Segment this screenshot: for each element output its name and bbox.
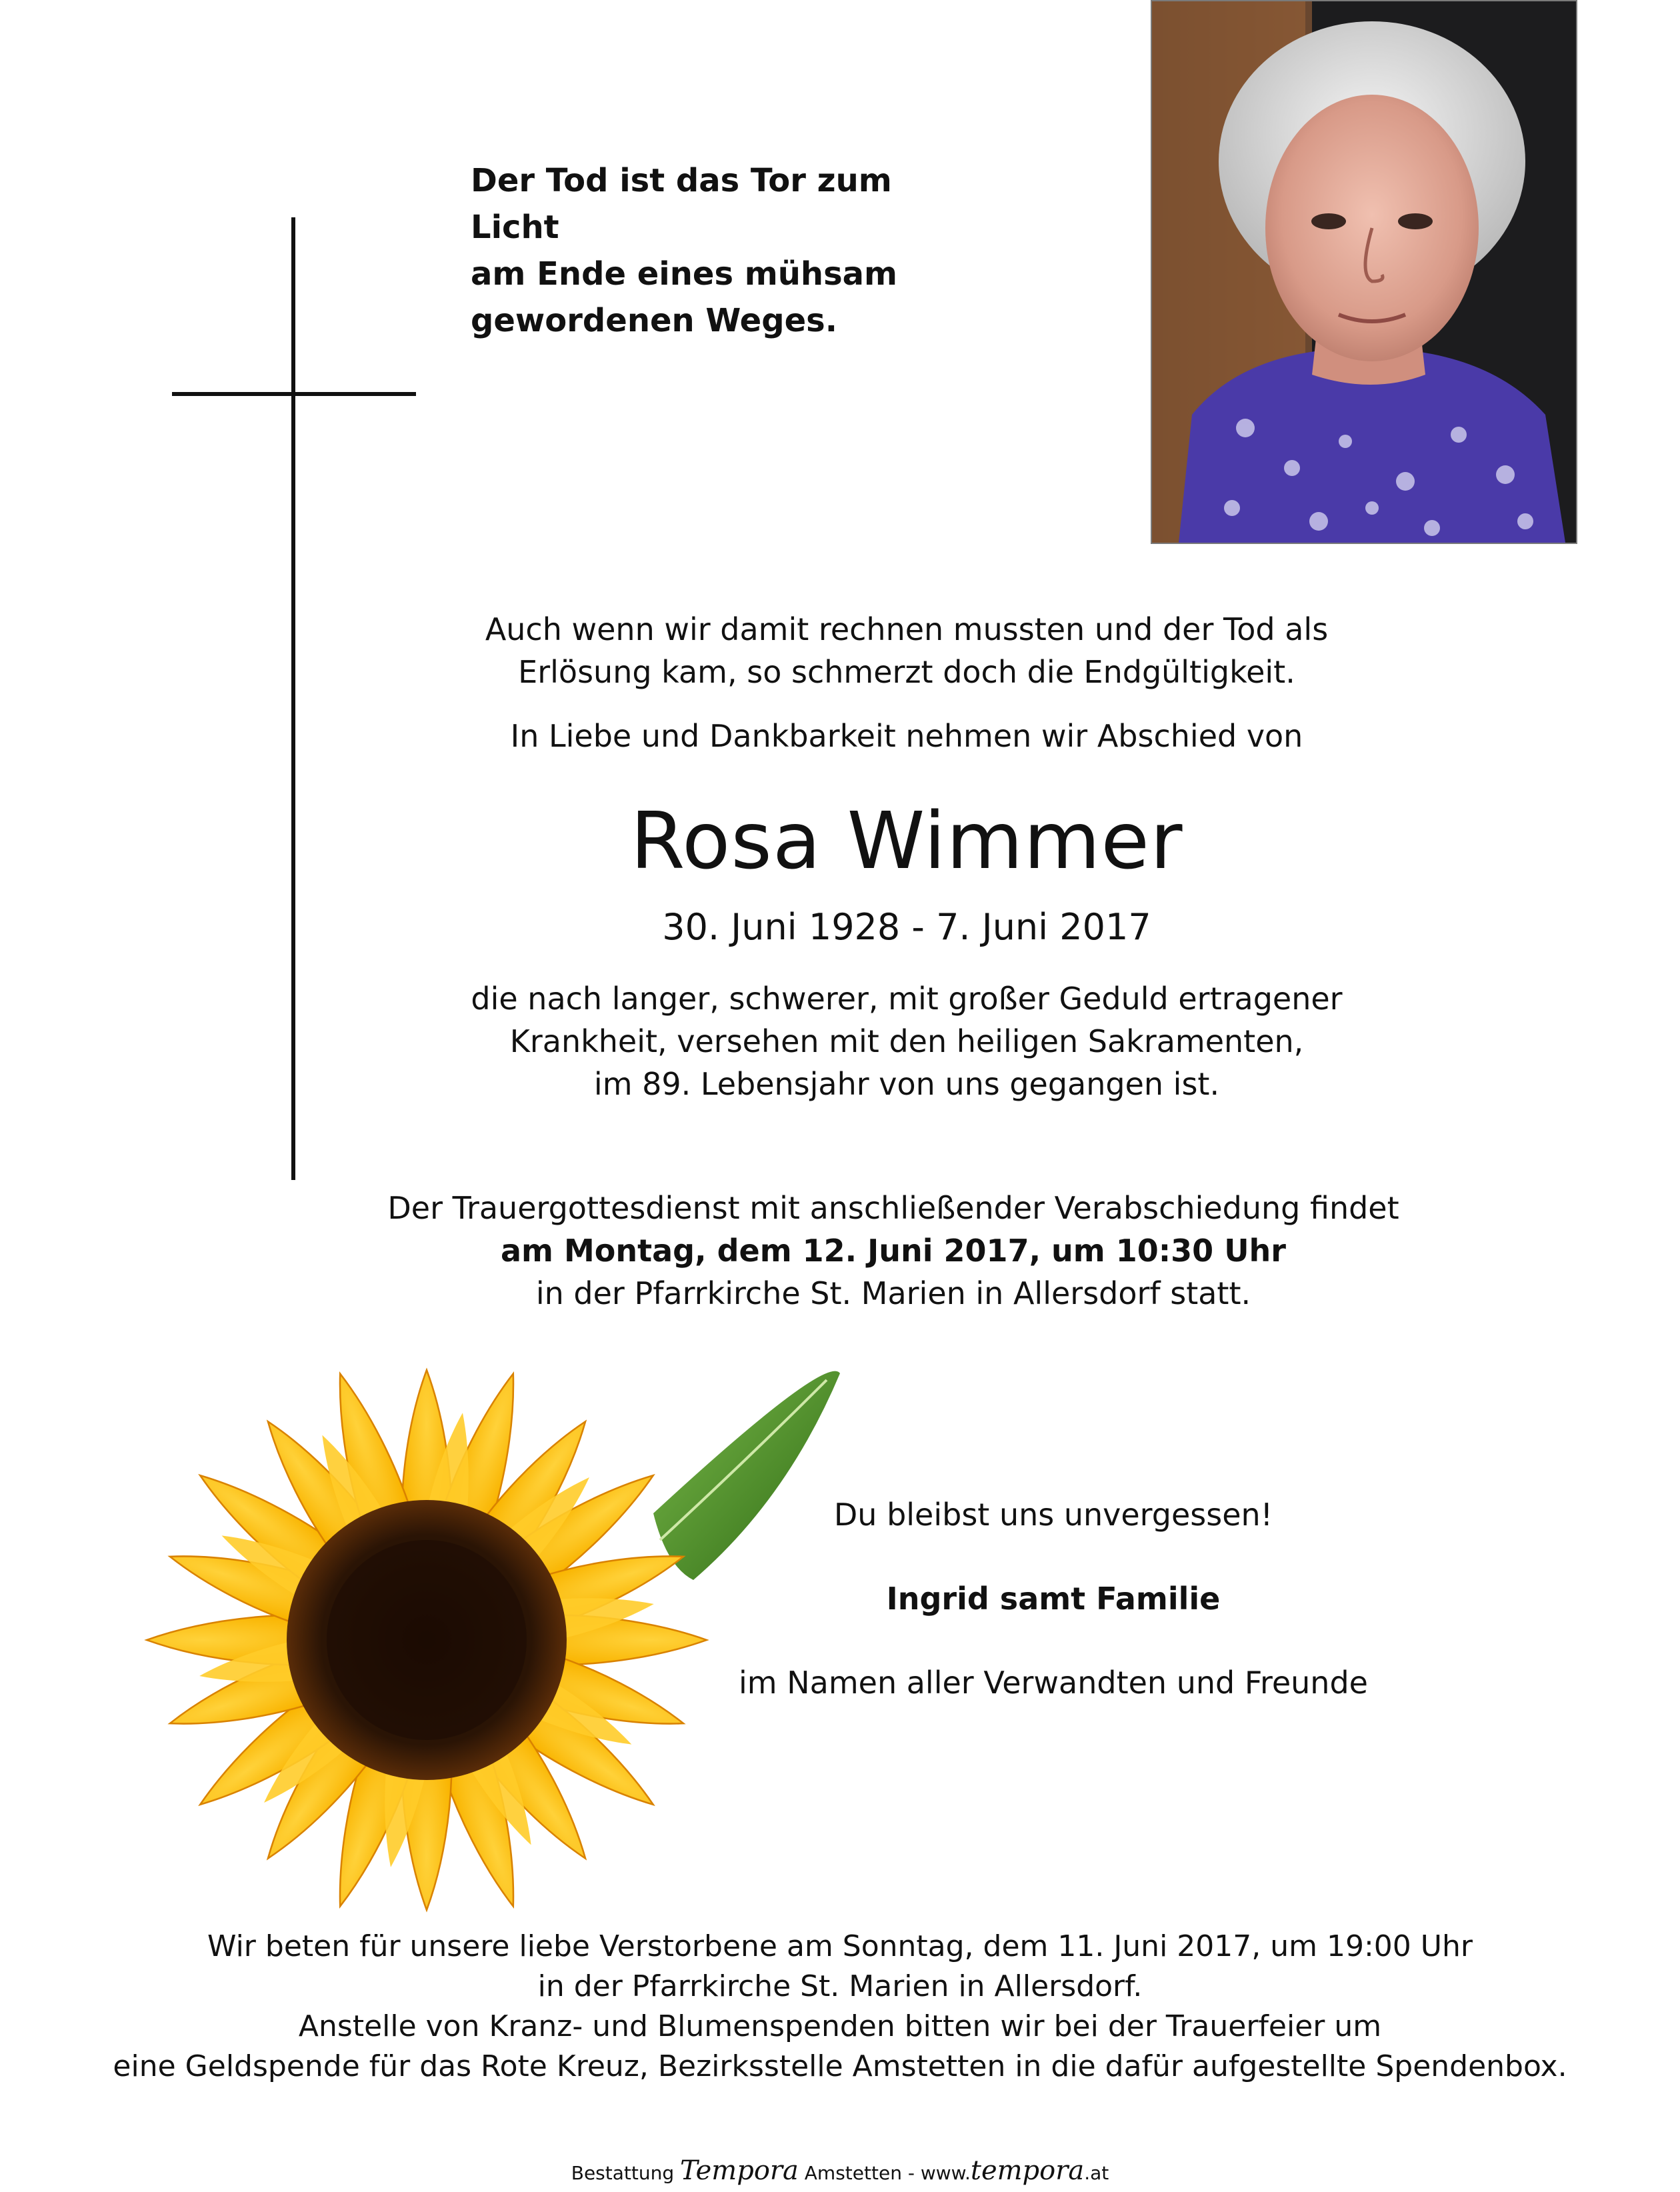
farewell-text: In Liebe und Dankbarkeit nehmen wir Abschied von xyxy=(510,718,1303,754)
prayer-line: in der Pfarrkirche St. Marien in Allersdorf. xyxy=(537,1969,1143,2003)
footer-suffix: .at xyxy=(1084,2162,1109,2184)
prayer-notice xyxy=(80,1927,1600,2087)
motto-line: gewordenen Weges. xyxy=(471,302,837,339)
portrait-photo-icon xyxy=(1152,1,1576,543)
motto-line: am Ende eines mühsam xyxy=(471,255,898,293)
portrait-photo xyxy=(1151,0,1577,544)
life-dates: 30. Juni 1928 - 7. Juni 2017 xyxy=(662,906,1151,948)
cross-vertical-bar xyxy=(291,217,295,1180)
intro-text xyxy=(387,608,1427,693)
remembrance-line: Du bleibst uns unvergessen! xyxy=(833,1497,1273,1533)
intro-line: Auch wenn wir damit rechnen mussten und der Tod als xyxy=(485,611,1329,647)
description-line: im 89. Lebensjahr von uns gegangen ist. xyxy=(593,1066,1220,1102)
motto-line: Der Tod ist das Tor zum Licht xyxy=(471,162,892,246)
description-line: die nach langer, schwerer, mit großer Geduld ertragener xyxy=(471,981,1343,1017)
cross-horizontal-bar xyxy=(172,392,416,396)
footer-domain-brand: tempora xyxy=(970,2155,1085,2186)
service-date-line: am Montag, dem 12. Juni 2017, um 10:30 Uhr xyxy=(501,1233,1286,1269)
service-line: Der Trauergottesdienst mit anschließender Verabschiedung findet xyxy=(387,1190,1399,1226)
footer-middle: Amstetten - www. xyxy=(804,2162,971,2184)
footer xyxy=(507,2157,1173,2187)
family-signature: Ingrid samt Familie xyxy=(886,1581,1221,1617)
motto xyxy=(471,157,977,344)
prayer-line: Wir beten für unsere liebe Verstorbene am Sonntag, dem 11. Juni 2017, um 19:00 Uhr xyxy=(207,1929,1473,1963)
service-text xyxy=(320,1187,1467,1315)
closing-block xyxy=(700,1493,1407,1704)
donation-line: Anstelle von Kranz- und Blumenspenden bitten wir bei der Trauerfeier um xyxy=(298,2009,1382,2043)
intro-line: Erlösung kam, so schmerzt doch die Endgültigkeit. xyxy=(518,654,1295,690)
on-behalf-line: im Namen aller Verwandten und Freunde xyxy=(739,1665,1368,1701)
deceased-name: Rosa Wimmer xyxy=(630,795,1183,887)
donation-line: eine Geldspende für das Rote Kreuz, Bezirksstelle Amstetten in die dafür aufgestellte Spendenbox. xyxy=(113,2049,1567,2083)
description-line: Krankheit, versehen mit den heiligen Sakramenten, xyxy=(509,1023,1304,1059)
description-text xyxy=(387,977,1427,1105)
footer-brand: Tempora xyxy=(680,2155,799,2186)
service-line: in der Pfarrkirche St. Marien in Allersdorf statt. xyxy=(535,1275,1251,1311)
footer-prefix: Bestattung xyxy=(571,2162,675,2184)
